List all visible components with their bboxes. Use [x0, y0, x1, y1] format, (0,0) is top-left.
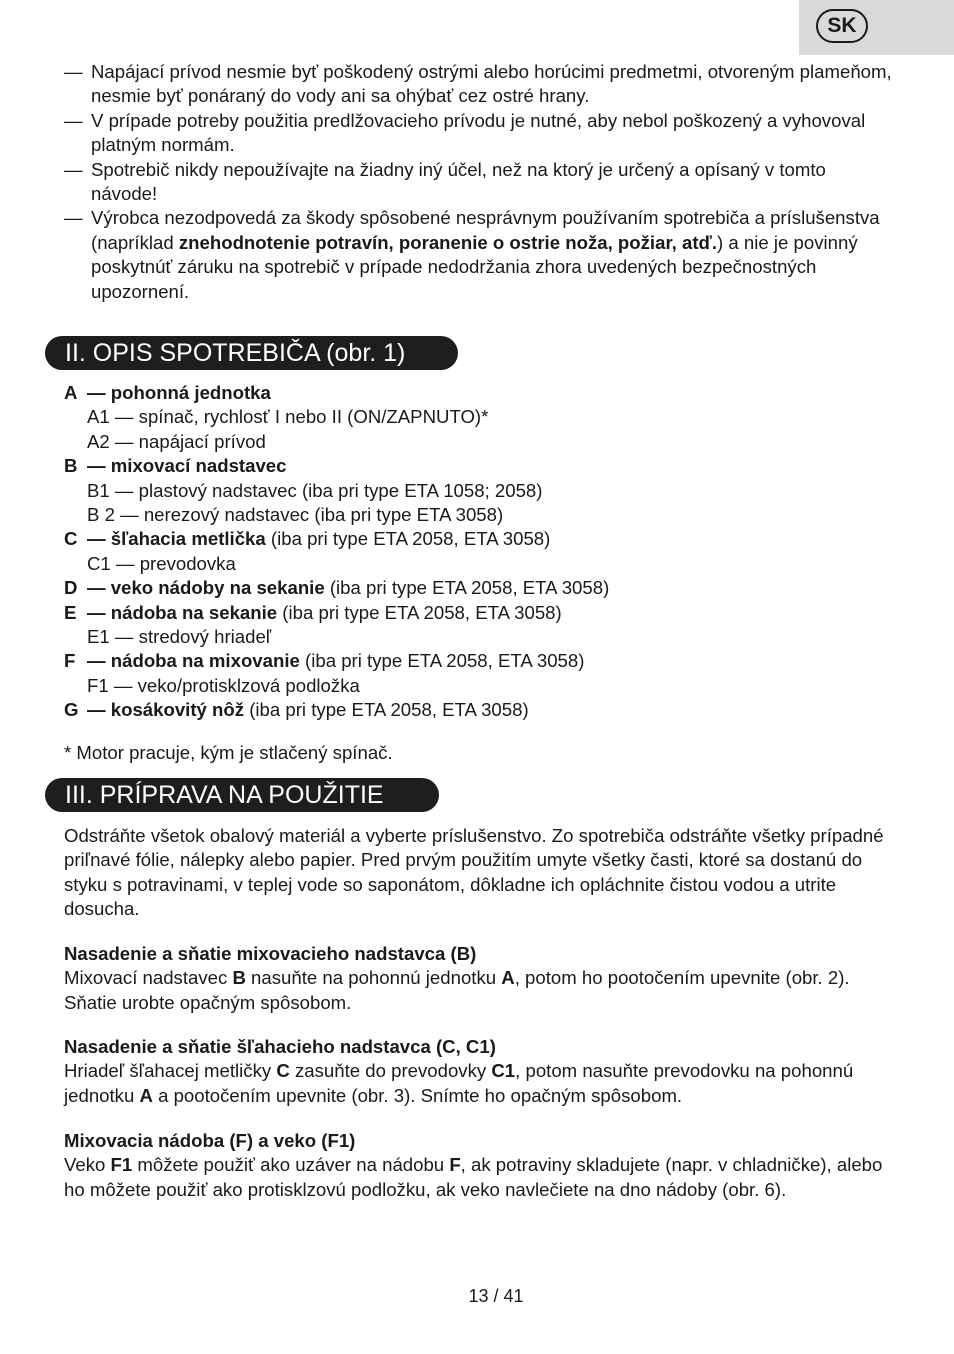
part-item: [64, 698, 894, 722]
part-item: [64, 576, 894, 600]
body-text: môžete použiť ako uzáver na nádobu: [132, 1154, 450, 1176]
body-text-bold: C: [276, 1060, 290, 1082]
part-item: [64, 527, 894, 551]
part-name: — šľahacia metlička: [87, 528, 266, 550]
part-code: E: [64, 601, 77, 623]
body-text-bold: C1: [491, 1060, 516, 1082]
part-name: — nádoba na mixovanie: [87, 650, 300, 672]
section-heading-preparation: III. PRÍPRAVA NA POUŽITIE: [45, 778, 439, 812]
subpart-item: C1 — prevodovka: [87, 552, 236, 574]
part-item: [64, 601, 894, 625]
subsection-body: [64, 1153, 894, 1202]
body-text-bold: A: [501, 967, 515, 989]
subsection-body: [64, 966, 894, 1015]
bullet-dash: —: [64, 158, 83, 180]
body-text: Veko: [64, 1154, 111, 1176]
bullet-text: Výrobca nezodpovedá za škody spôsobené nesprávnym používaním spotrebiča a príslušenstva (napríklad: [91, 207, 880, 253]
safety-bullet: [64, 158, 894, 207]
subsection-title: Nasadenie a sňatie mixovacieho nadstavca (B): [64, 943, 477, 964]
part-note: (iba pri type ETA 2058, ETA 3058): [265, 528, 551, 550]
subsection-mixing-attachment: [64, 942, 894, 1015]
part-name: — nádoba na sekanie: [87, 601, 278, 623]
part-item: [64, 381, 894, 405]
bullet-dash: —: [64, 109, 83, 131]
body-text: , potom ho pootočením upevnite (obr. 2). Sňatie urobte opačným spôsobom.: [64, 967, 850, 1013]
body-text: a pootočením upevnite (obr. 3). Snímte ho opačným spôsobom.: [152, 1084, 683, 1106]
preparation-intro: Odstráňte všetok obalový materiál a vyberte príslušenstvo. Zo spotrebiča odstráňte všetky prípadné priľnavé fólie, nálepky alebo papier. Pred prvým použitím umyte všetky časti, ktoré sa dostanú do styku s potravinami, v teplej vode so saponátom, dôkladne ich opláchnite čistou vodou a utrite dosucha.: [64, 825, 884, 920]
part-note: (iba pri type ETA 2058, ETA 3058): [324, 577, 610, 599]
subpart-item: A1 — spínač, rychlosť I nebo II (ON/ZAPNUTO)*: [87, 406, 489, 428]
bullet-text: V prípade potreby použitia predlžovacieho prívodu je nutné, aby nebol poškozený a vyhovoval platným normám.: [91, 109, 866, 156]
part-code: F: [64, 650, 76, 672]
bullet-dash: —: [64, 61, 83, 82]
part-name: — kosákovitý nôž: [87, 699, 245, 721]
safety-bullet: [64, 60, 894, 109]
bullet-text-bold: znehodnotenie potravín, poranenie o ostrie noža, požiar, atď.: [178, 231, 718, 253]
safety-bullet: [64, 206, 894, 304]
language-badge: SK: [816, 9, 868, 43]
part-code: C: [64, 528, 78, 550]
bullet-text: Spotrebič nikdy nepoužívajte na žiadny iný účel, než na ktorý je určený a opísaný v tomto návode!: [91, 158, 826, 205]
subsection-bowl-lid: [64, 1129, 894, 1202]
parts-list: [64, 381, 894, 722]
subsection-body: [64, 1059, 894, 1108]
part-code: D: [64, 577, 78, 599]
safety-bullet-list: [64, 60, 894, 304]
body-text-bold: B: [232, 967, 246, 989]
part-name: — mixovací nadstavec: [87, 455, 287, 477]
subpart-item: B1 — plastový nadstavec (iba pri type ETA 1058; 2058): [87, 479, 543, 501]
part-code: G: [64, 699, 79, 721]
bullet-text: ) a nie je povinný poskytnúť záruku na spotrebič v prípade nedodržania zhora uvedených bezpečnostných upozornení.: [91, 231, 858, 302]
body-text: , ak potraviny skladujete (napr. v chladničke), alebo ho môžete použiť ako protisklzovú podložku, ak veko navlečiete na dno nádoby (obr. 6).: [64, 1154, 883, 1200]
bullet-dash: —: [64, 207, 83, 229]
body-text: nasuňte na pohonnú jednotku: [245, 967, 502, 989]
body-text-bold: A: [139, 1084, 153, 1106]
part-note: (iba pri type ETA 2058, ETA 3058): [277, 601, 562, 623]
subsection-title: Mixovacia nádoba (F) a veko (F1): [64, 1130, 356, 1151]
subsection-title: Nasadenie a sňatie šľahacieho nadstavca (C, C1): [64, 1036, 496, 1057]
footnote: * Motor pracuje, kým je stlačený spínač.: [64, 742, 393, 763]
subpart-item: F1 — veko/protisklzová podložka: [87, 674, 360, 696]
part-note: (iba pri type ETA 2058, ETA 3058): [244, 699, 529, 721]
part-name: — pohonná jednotka: [87, 382, 271, 403]
part-note: (iba pri type ETA 2058, ETA 3058): [299, 650, 585, 672]
subpart-item: B 2 — nerezový nadstavec (iba pri type ETA 3058): [87, 503, 504, 525]
subpart-item: A2 — napájací prívod: [87, 430, 266, 452]
part-name: — veko nádoby na sekanie: [87, 577, 325, 599]
body-text: Hriadeľ šľahacej metličky: [64, 1060, 277, 1082]
body-text-bold: F: [449, 1154, 461, 1176]
body-text: , potom nasuňte prevodovku na pohonnú jednotku: [64, 1060, 854, 1106]
body-text-bold: F1: [110, 1154, 133, 1176]
body-text: zasuňte do prevodovky: [289, 1060, 492, 1082]
subsection-whisk-attachment: [64, 1035, 894, 1108]
page-number: 13 / 41: [468, 1286, 524, 1306]
safety-bullet: [64, 109, 894, 158]
body-text: Mixovací nadstavec: [64, 967, 233, 989]
bullet-text: Napájací prívod nesmie byť poškodený ostrými alebo horúcimi predmetmi, otvoreným plameňom, nesmie byť ponáraný do vody ani sa ohýbať cez ostré hrany.: [91, 61, 892, 107]
part-code: B: [64, 455, 78, 477]
section-heading-description: II. OPIS SPOTREBIČA (obr. 1): [45, 336, 458, 370]
language-tab: [799, 0, 954, 55]
subpart-item: E1 — stredový hriadeľ: [87, 625, 272, 647]
part-code: A: [64, 382, 78, 403]
part-item: [64, 454, 894, 478]
part-item: [64, 649, 894, 673]
